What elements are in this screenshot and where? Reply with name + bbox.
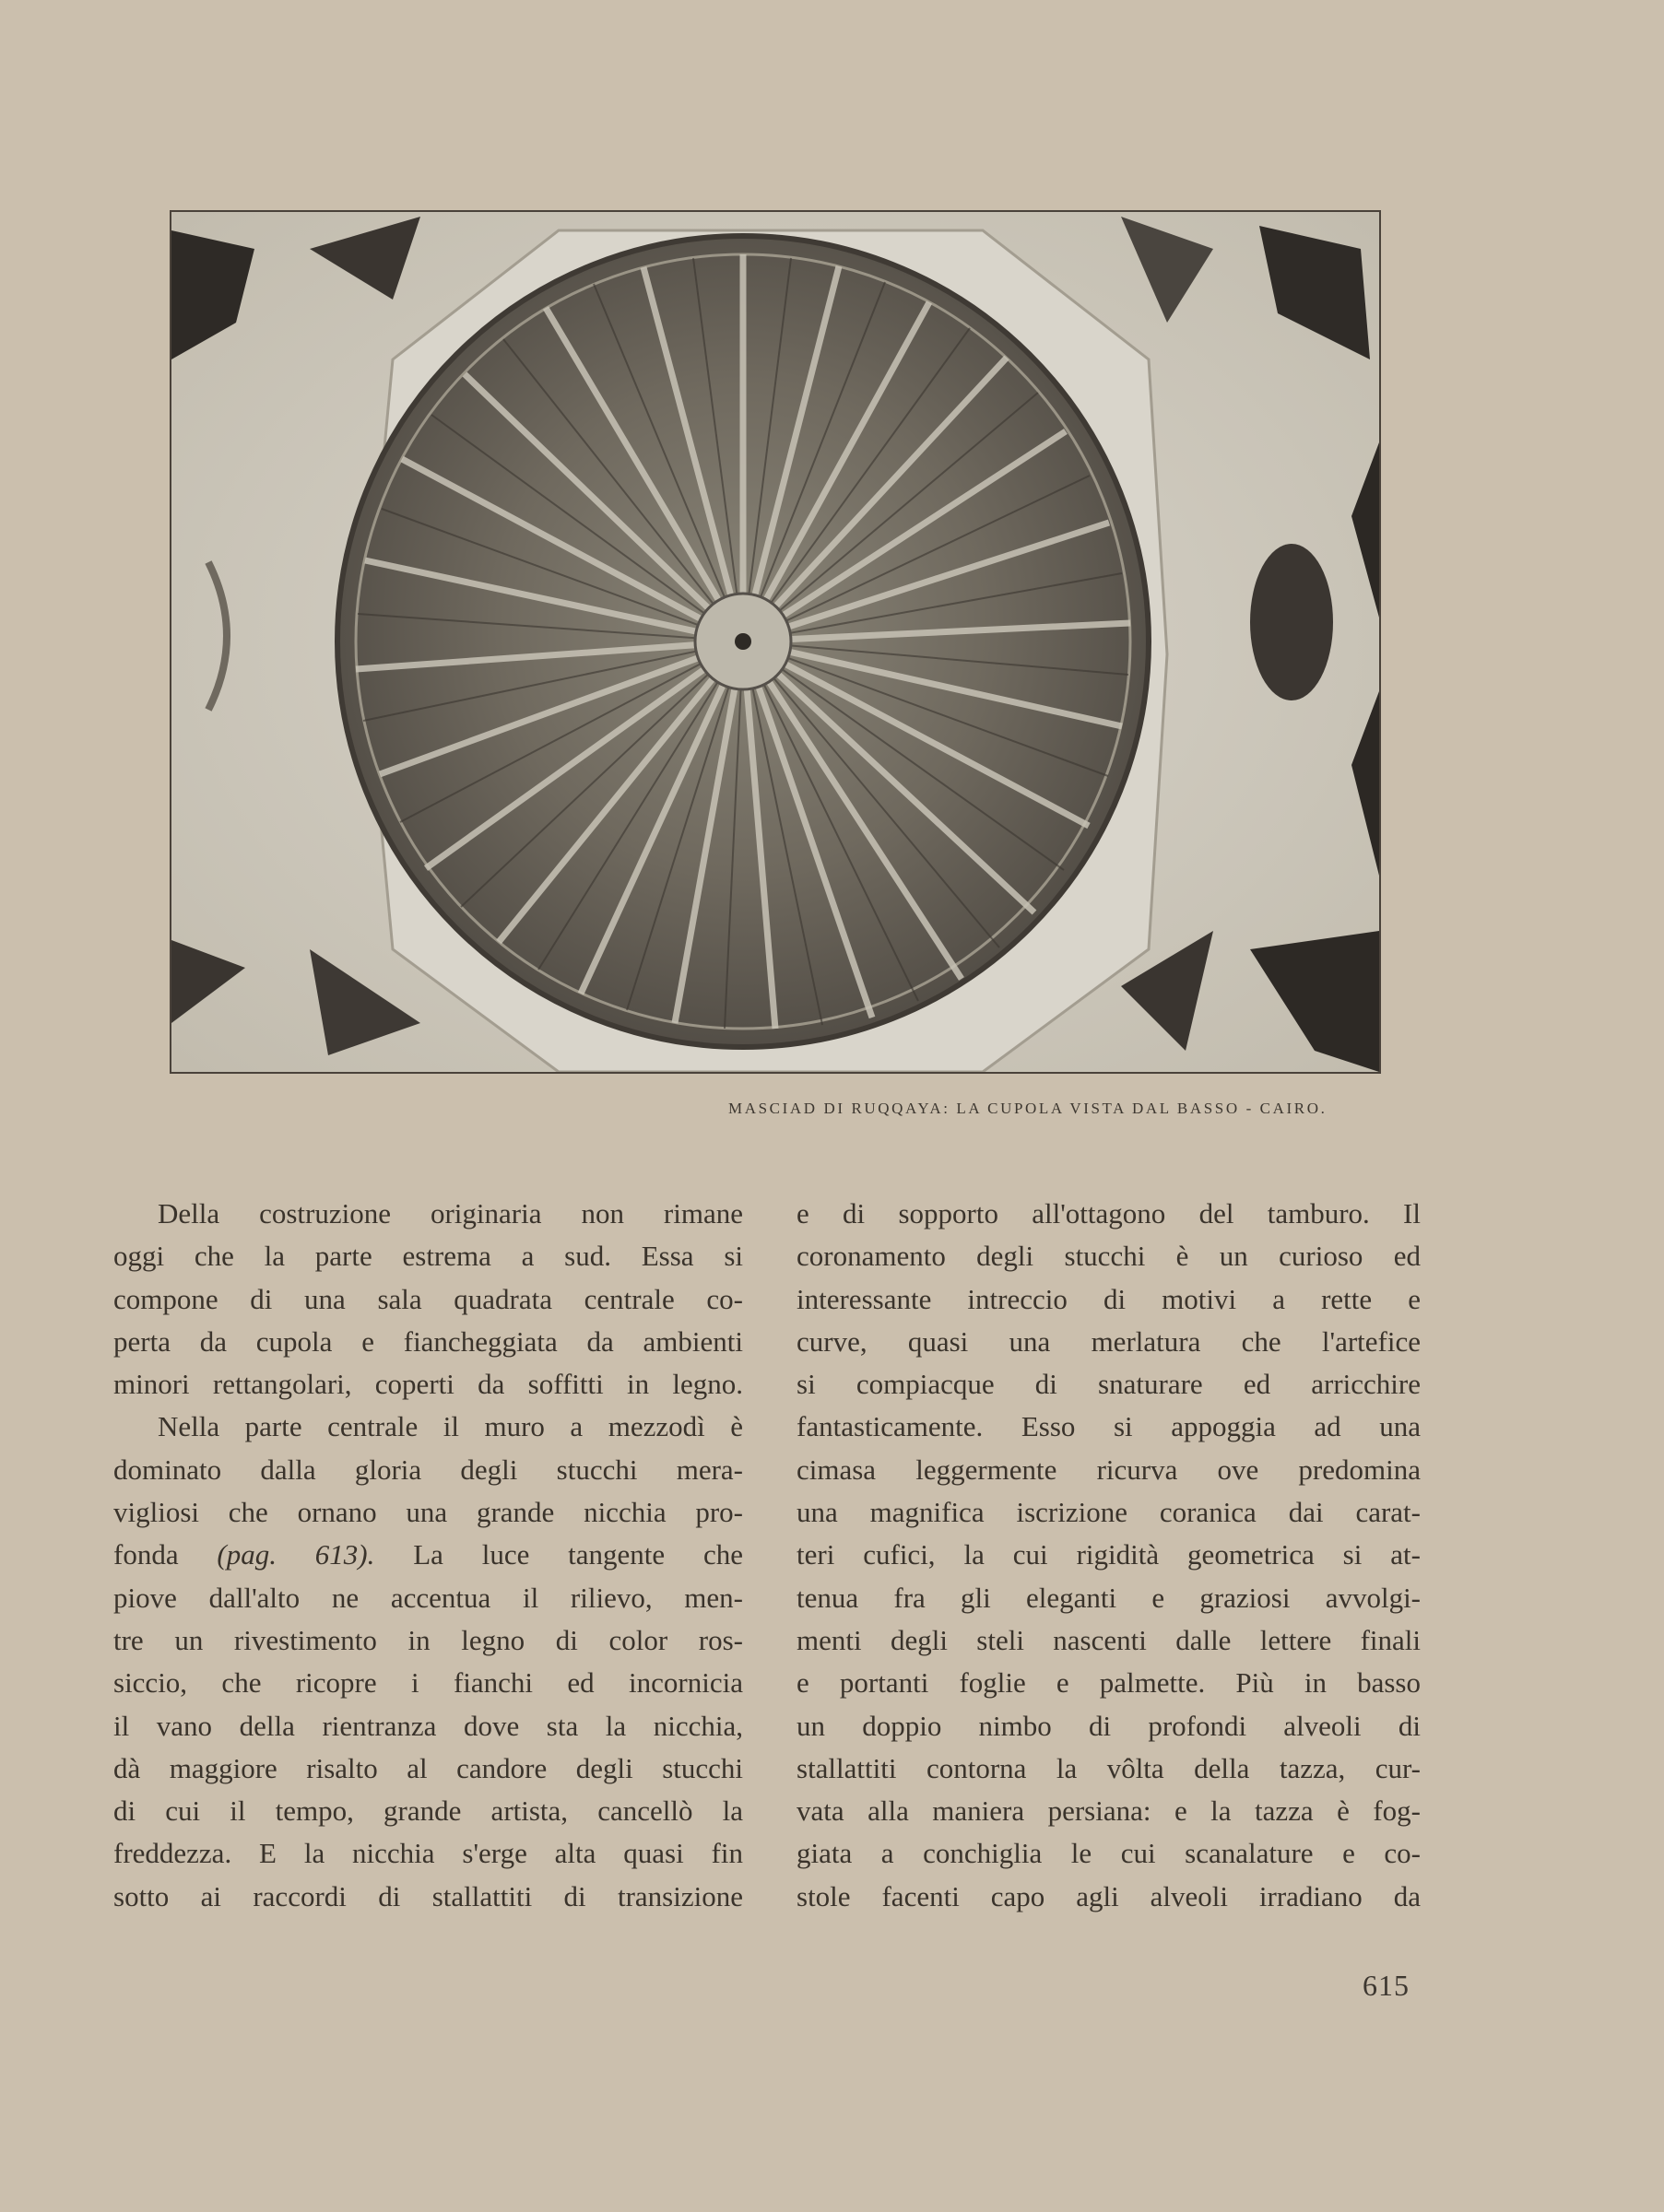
text-line: teri cufici, la cui rigidità geometrica si at-: [797, 1538, 1421, 1571]
dome-illustration: [171, 212, 1379, 1072]
text-line-with-reference: [113, 1534, 743, 1576]
text-line: e portanti foglie e palmette. Più in basso: [797, 1666, 1421, 1700]
right-column: [797, 1193, 1421, 1918]
dome-photograph: [170, 210, 1381, 1074]
text-line: interessante intreccio di motivi a rette e: [797, 1282, 1421, 1315]
text-line: il vano della rientranza dove sta la nicchia,: [113, 1709, 743, 1742]
text-line: vigliosi che ornano una grande nicchia pro-: [113, 1496, 743, 1529]
text-line: di cui il tempo, grande artista, cancellò la: [113, 1794, 743, 1828]
text-line: Nella parte centrale il muro a mezzodì è: [158, 1410, 743, 1443]
text-line: una magnifica iscrizione coranica dai carat-: [797, 1496, 1421, 1529]
text-fragment: fonda: [113, 1538, 179, 1571]
text-line: un doppio nimbo di profondi alveoli di: [797, 1709, 1421, 1742]
text-line: stole facenti capo agli alveoli irradiano da: [797, 1879, 1421, 1912]
text-line: cimasa leggermente ricurva ove predomina: [797, 1453, 1421, 1486]
text-line: oggi che la parte estrema a sud. Essa si: [113, 1240, 743, 1273]
text-line: piove dall'alto ne accentua il rilievo, men-: [113, 1581, 743, 1614]
text-line: sotto ai raccordi di stallattiti di transizione: [113, 1879, 743, 1912]
text-line: coronamento degli stucchi è un curioso ed: [797, 1240, 1421, 1273]
text-line: giata a conchiglia le cui scanalature e co-: [797, 1837, 1421, 1870]
text-line: tenua fra gli eleganti e graziosi avvolgi-: [797, 1581, 1421, 1614]
text-line: compone di una sala quadrata centrale co-: [113, 1282, 743, 1315]
text-line: Della costruzione originaria non rimane: [158, 1197, 743, 1230]
text-line: curve, quasi una merlatura che l'artefice: [797, 1324, 1421, 1358]
text-line: perta da cupola e fiancheggiata da ambienti: [113, 1324, 743, 1358]
figure-caption: MASCIAD DI RUQQAYA: LA CUPOLA VISTA DAL BASSO - CAIRO.: [728, 1100, 1328, 1117]
text-line: dominato dalla gloria degli stucchi mera-: [113, 1453, 743, 1486]
left-column: [113, 1193, 743, 1918]
text-line: fantasticamente. Esso si appoggia ad una: [797, 1410, 1421, 1443]
text-line: siccio, che ricopre i fianchi ed incornicia: [113, 1666, 743, 1700]
page-reference: (pag. 613).: [217, 1538, 375, 1571]
text-line: si compiacque di snaturare ed arricchire: [797, 1368, 1421, 1401]
text-line: stallattiti contorna la vôlta della tazza, cur-: [797, 1751, 1421, 1784]
text-line: tre un rivestimento in legno di color ros-: [113, 1623, 743, 1656]
text-line: e di sopporto all'ottagono del tamburo. Il: [797, 1197, 1421, 1230]
text-fragment: La luce tangente che: [413, 1538, 744, 1571]
text-line: dà maggiore risalto al candore degli stucchi: [113, 1751, 743, 1784]
text-line: menti degli steli nascenti dalle lettere finali: [797, 1623, 1421, 1656]
text-line: minori rettangolari, coperti da soffitti in legno.: [113, 1368, 743, 1401]
page-number: 615: [1363, 1969, 1410, 2002]
text-line: vata alla maniera persiana: e la tazza è fog-: [797, 1794, 1421, 1828]
text-line: freddezza. E la nicchia s'erge alta quasi fin: [113, 1837, 743, 1870]
